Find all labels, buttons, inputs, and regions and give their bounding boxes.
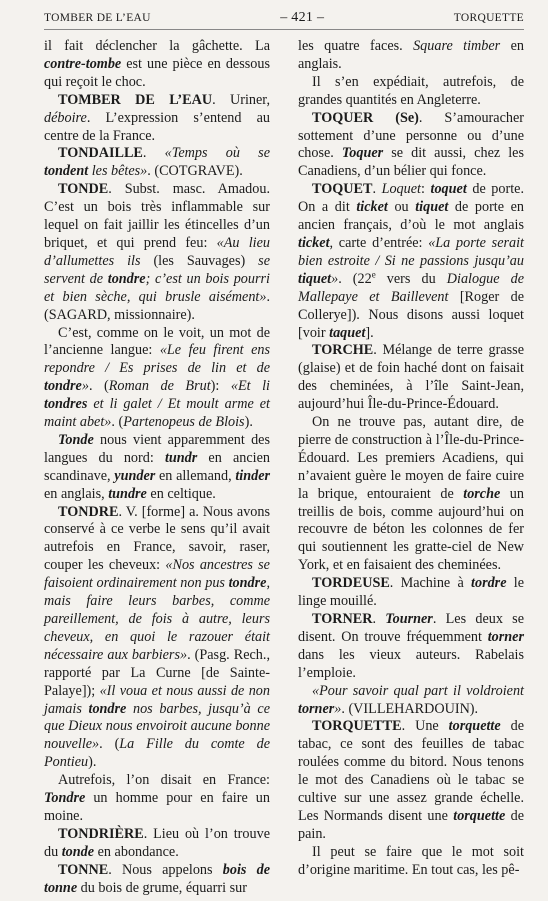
text-run: . ( — [99, 736, 120, 753]
cited-word: tondres — [44, 396, 88, 413]
cited-word: tinder — [235, 467, 271, 484]
text-run: se servent de — [44, 252, 270, 287]
text-run: Il peut se faire que le mot soit d’origine maritime. En tout cas, les pê- — [298, 843, 524, 878]
text-run: ]. — [365, 324, 374, 341]
text-run: . (SAGARD, missionnaire). — [44, 288, 270, 323]
header-right-guide-word: TORQUETTE — [453, 12, 524, 24]
cited-word: tiquet — [415, 199, 449, 216]
entry-torquette — [298, 718, 524, 843]
text-run: » — [81, 378, 89, 395]
text-run: «Le feu firent ens repondre / Es prises de lin et de — [44, 342, 270, 377]
cited-word: tonde — [61, 843, 95, 860]
text-run: «Temps où se — [164, 145, 270, 162]
text-run: La Fille du comte de Pontieu — [44, 736, 270, 771]
cited-word: tundr — [164, 449, 198, 466]
text-run: en abondance. — [94, 843, 179, 860]
cited-word: bois de tonne — [44, 861, 270, 896]
headword: TONDE — [58, 181, 109, 198]
text-run: un homme pour en faire un moine. — [44, 790, 270, 824]
cited-word: toquet — [430, 181, 467, 198]
text-run: de pain. — [298, 807, 524, 842]
cited-word: Tondre — [44, 790, 86, 807]
page-number: – 421 – — [280, 10, 325, 25]
entry-torner2 — [298, 683, 524, 719]
entry-tondre2 — [44, 772, 270, 826]
entry-tondriere — [44, 826, 270, 862]
cited-word: torche — [463, 485, 501, 502]
text-run: . V. [forme] a. Nous avons conservé à ce verbe le sens qu’il avait autrefois en France, savoir, raser, couper les cheveux: — [44, 503, 270, 574]
cited-word: tondre — [228, 575, 267, 592]
text-run: ): — [210, 378, 231, 395]
text-run: . Uriner, — [212, 91, 270, 108]
headword: TONDAILLE — [58, 145, 143, 162]
entry-tonde3 — [44, 432, 270, 504]
headword: TONDRIÈRE — [58, 825, 144, 842]
text-run: les bêtes» — [88, 163, 148, 180]
text-run: . ( — [88, 378, 109, 395]
headword: TONDRE — [58, 503, 119, 520]
entry-tonde2 — [44, 325, 270, 432]
text-run: en ancien scandinave, — [44, 449, 270, 484]
text-run: vers du — [375, 270, 447, 287]
text-run: . (22 — [338, 270, 372, 287]
entry-tonne — [44, 862, 270, 898]
text-columns — [44, 38, 524, 898]
cited-word: Tourner — [385, 611, 433, 627]
text-run: . — [372, 611, 386, 627]
text-run: , carte d’entrée: — [329, 234, 429, 251]
text-run: «Il voua et nous aussi de non jamais — [44, 682, 270, 717]
entry-torner — [298, 611, 524, 683]
cited-word: ticket — [298, 234, 330, 251]
text-run: Square timber — [413, 38, 501, 54]
headword: TONNE — [58, 861, 109, 878]
headword: TORCHE — [312, 342, 374, 359]
text-run: déboire — [44, 109, 87, 126]
text-run: ; c’est un bois pourri et bien sèche, qui brusle aisément» — [44, 270, 270, 305]
entry-tonde — [44, 181, 270, 324]
text-run: est une pièce en dessous qui reçoit le choc. — [44, 55, 270, 90]
text-run: un treillis de bois, comme aujourd’hui on recouvre de béton les colonnes de fer qui soutiennent les gratte-ciel de New York, et en faisaient des cheminées. — [298, 485, 524, 574]
text-run: «La porte serait bien estroite / Si ne passions jusqu’au — [298, 234, 524, 269]
text-run: ou — [387, 199, 416, 216]
text-run: : — [421, 181, 431, 198]
entry-tonne2 — [298, 74, 524, 110]
cited-word: tondent — [44, 163, 89, 180]
text-run: . Lieu où l’on trouve du — [44, 825, 270, 860]
text-run: en celtique. — [146, 485, 216, 502]
text-run: de tabac, ce sont des feuilles de tabac roulées comme du bitord. Nous tenons le mot des Canadiens où le tabac se cultive sur une assez grande échelle. Les Normands disent une — [298, 718, 524, 824]
text-run: nos barbes, jusqu’à ce que Dieux nous envoiroit aucune bonne nouvelle» — [44, 700, 270, 753]
text-run: . Machine à — [389, 575, 472, 592]
text-run: «Et li — [230, 378, 270, 395]
text-run: Partenopeus de Blois — [123, 414, 245, 431]
text-run: de porte. On a dit — [298, 181, 525, 216]
text-run: C’est, comme on le voit, un mot de l’ancienne langue: — [44, 324, 270, 359]
text-run: dans les vieux auteurs. Rabelais l’emploie. — [298, 646, 524, 681]
text-run: se dit aussi, chez les Canadiens, d’un bélier qui fonce. — [298, 145, 524, 180]
cited-word: torquette — [453, 807, 506, 824]
cited-word: Toquer — [341, 145, 384, 162]
headword: TOMBER DE L’EAU — [58, 91, 213, 108]
text-run: le linge mouillé. — [298, 575, 524, 610]
text-run: On ne trouve pas, autant dire, de pierre de construction à l’Île-du-Prince-Édouard. Les premiers Acadiens, qui n’avaient guère le moyen de faire cuire la brique, entouraient de — [298, 414, 524, 502]
text-run: ). — [244, 414, 253, 431]
entry-toquet — [298, 181, 524, 342]
headword: TOQUER (Se) — [312, 109, 419, 126]
text-run: . Une — [401, 718, 449, 735]
text-run: en anglais, — [44, 485, 109, 502]
text-run: en anglais. — [298, 38, 524, 72]
headword: TORNER — [312, 611, 373, 627]
text-run: . (Pasg. Rech., rapporté par La Curne [de Sainte-Palaye]); — [44, 646, 270, 699]
entry-cont — [298, 38, 524, 74]
cited-word: taquet — [329, 324, 366, 341]
entry-torche — [298, 342, 524, 414]
text-run: «Au lieu d’allumettes ils — [44, 234, 270, 269]
text-run: e — [371, 269, 376, 280]
text-run: Autrefois, l’on disait en France: — [58, 772, 270, 789]
text-run: . ( — [111, 414, 124, 431]
cited-word: tondre — [107, 270, 146, 287]
text-run: . — [372, 181, 382, 198]
header-left-guide-word: TOMBER DE L’EAU — [44, 12, 151, 24]
text-run: nous vient apparemment des langues du nord: — [44, 431, 270, 466]
cited-word: ticket — [356, 199, 388, 216]
cited-word: contre-tombe — [44, 55, 122, 72]
cited-word: tiquet — [298, 270, 332, 287]
text-run: . S’amouracher sottement d’une personne ou d’une chose. — [298, 109, 524, 162]
cited-word: tundre — [108, 485, 147, 502]
text-run: . — [142, 145, 165, 162]
text-run: . Mélange de terre grasse (glaise) et de foin haché dont on faisait des cheminées, à l’île Saint-Jean, aujourd’hui Île-du-Prince-Édouard. — [298, 342, 524, 413]
text-run: «Pour savoir qual part il voldroient — [312, 682, 524, 699]
cited-word: tondre — [88, 700, 127, 717]
text-run: Loquet — [381, 181, 421, 198]
text-run: Il s’en expédiait, autrefois, de grandes quantités en Angleterre. — [298, 73, 524, 108]
entry-torquette2 — [298, 844, 524, 880]
text-run: ). — [88, 754, 97, 771]
text-run: de porte en ancien français, d’où le mot anglais — [298, 199, 524, 234]
text-run: . Nous appelons — [108, 861, 223, 878]
entry-tondaille — [44, 145, 270, 181]
headword: TORQUETTE — [312, 718, 402, 735]
cited-word: yunder — [114, 467, 156, 484]
entry-tordeuse — [298, 575, 524, 611]
text-run: et li galet / Et moult arme et maint abet» — [44, 396, 270, 431]
text-run: . (VILLEHARDOUIN). — [341, 700, 479, 717]
text-run: du bois de grume, équarri sur — [77, 879, 247, 896]
left-column — [44, 38, 270, 898]
cited-word: torner — [487, 628, 524, 645]
text-run: » — [331, 270, 339, 287]
cited-word: torquette — [448, 718, 501, 735]
text-run: Dialogue de Mallepaye et Baillevent — [298, 270, 525, 305]
cited-word: Tonde — [58, 431, 94, 448]
entry-tondre — [44, 504, 270, 773]
entry-cont — [44, 38, 270, 92]
running-header — [44, 10, 524, 30]
text-run: . Subst. masc. Amadou. C’est un bois très inflammable sur lequel on fait jaillir les étincelles d’un briquet, et qui prend feu: — [44, 181, 270, 251]
text-run: en allemand, — [155, 467, 236, 484]
right-column — [298, 38, 524, 898]
text-run: les quatre faces. — [298, 38, 414, 54]
text-run: . (COTGRAVE). — [147, 163, 243, 180]
text-run: (les Sauvages) — [153, 252, 246, 269]
text-run: «Nos ancestres se faisoient ordinairement non pus — [44, 557, 270, 592]
cited-word: torner — [298, 700, 335, 717]
text-run: » — [334, 700, 342, 717]
text-run: . L’expression s’entend au centre de la France. — [44, 109, 270, 144]
text-run: . Les deux se disent. On trouve fréquemment — [298, 611, 524, 645]
text-run: [Roger de Collerye]). Nous disons aussi loquet [voir — [298, 288, 524, 341]
entry-tomber — [44, 92, 270, 146]
headword: TOQUET — [312, 181, 373, 198]
text-run: , mais faire leurs barbes, comme pareillement, de fois à autre, leurs cheveux, en quoi le razouer était nécessaire aux barbiers» — [44, 575, 270, 663]
cited-word: tondre — [44, 378, 82, 395]
cited-word: tordre — [471, 575, 507, 592]
text-run: Roman de Brut — [108, 378, 211, 395]
entry-toquer — [298, 110, 524, 182]
headword: TORDEUSE — [312, 575, 390, 592]
entry-torche2 — [298, 414, 524, 575]
text-run: il fait déclencher la gâchette. La — [44, 38, 270, 54]
